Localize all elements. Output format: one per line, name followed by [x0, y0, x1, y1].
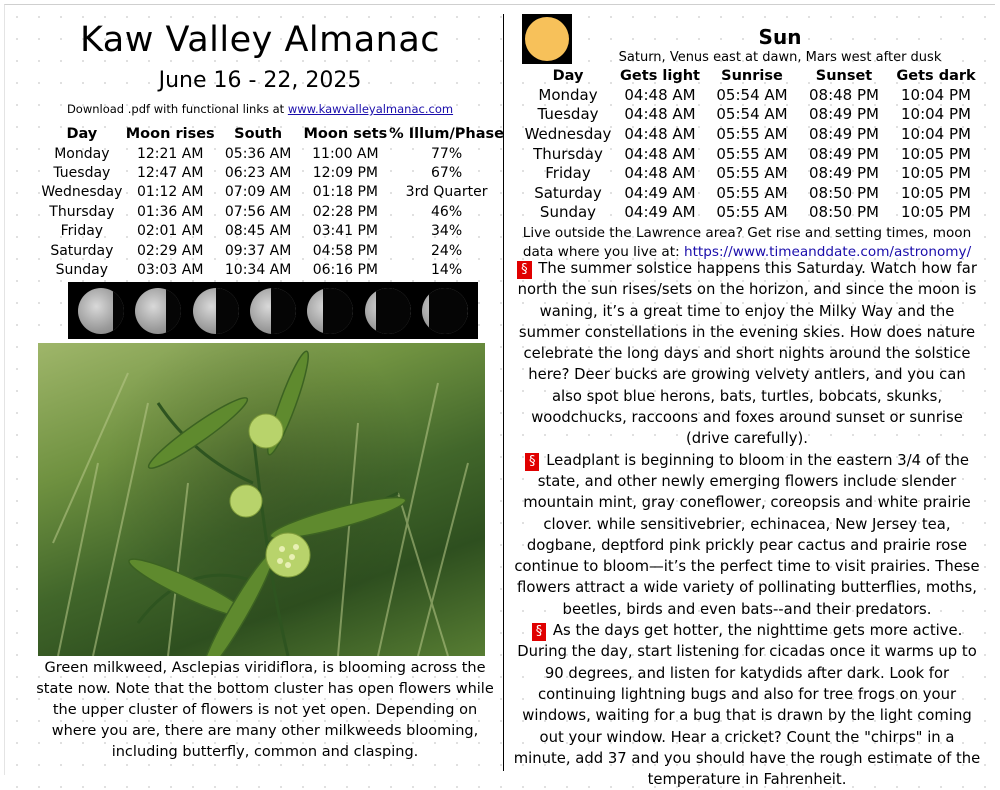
moon-cell: 77%: [431, 145, 463, 162]
sun-cell: 05:55 AM: [716, 144, 788, 163]
moon-header-rises: Moon rises: [125, 126, 215, 142]
moon-cell: Sunday: [55, 262, 109, 279]
sun-table-header: [522, 67, 982, 85]
moon-row: [38, 163, 504, 182]
sun-cell: Saturday: [534, 183, 602, 202]
moon-cell: 02:28 PM: [312, 203, 379, 220]
moon-row: [38, 144, 504, 163]
moon-cell: 3rd Quarter: [405, 184, 488, 201]
moon-cell: Tuesday: [53, 165, 111, 182]
sun-cell: 04:49 AM: [624, 203, 696, 222]
moon-phase-strip: [68, 282, 478, 339]
nature-note-text: Leadplant is beginning to bloom in the eastern 3/4 of the state, and other newly emerging flowers include slender mountain mint, gray coneflower, coreopsis and white prairie clover. while sensitivebrier, echinacea, New Jersey tea, dogbane, deptford pink prickly pear cactus and prairie rose continue to bloom—it’s the perfect time to visit prairies. These flowers attract a wide variety of pollinating butterflies, moths, beetles, birds and even bats--and their predators.: [514, 451, 980, 618]
moon-header-illum: % Illum/Phase: [389, 126, 504, 142]
sun-cell: 05:55 AM: [716, 203, 788, 222]
moon-cell: 67%: [431, 165, 463, 182]
sun-cell: Wednesday: [524, 124, 612, 143]
nature-note-paragraph: [512, 450, 982, 620]
sun-table-body: [522, 85, 982, 222]
moon-header-day: Day: [66, 126, 98, 142]
sun-row: [522, 105, 982, 125]
moon-cell: Saturday: [50, 242, 114, 259]
moon-cell: 07:09 AM: [224, 184, 292, 201]
moon-header-sets: Moon sets: [303, 126, 388, 142]
date-range: June 16 - 22, 2025: [158, 68, 362, 93]
moon-cell: 06:16 PM: [312, 262, 379, 279]
moon-cell: 03:03 AM: [136, 262, 204, 279]
sun-row: [522, 203, 982, 223]
moon-cell: Friday: [60, 223, 104, 240]
page-title: Kaw Valley Almanac: [79, 20, 441, 60]
moon-table-body: [38, 144, 504, 280]
section-mark-icon: §: [517, 261, 532, 279]
moon-cell: 14%: [431, 262, 463, 279]
moon-table: [38, 124, 504, 280]
sun-row: [522, 144, 982, 164]
sun-cell: 04:48 AM: [624, 144, 696, 163]
milkweed-illustration: [38, 343, 485, 656]
sun-cell: 08:50 PM: [809, 203, 879, 222]
moon-row: [38, 202, 504, 221]
sun-cell: 10:05 PM: [901, 164, 971, 183]
nature-note-text: The summer solstice happens this Saturday. Watch how far north the sun rises/sets on the horizon, and since the moon is waning, it’s a great time to enjoy the Milky Way and the summer constellations in the evening skies. How does nature celebrate the long days and short nights around the solstice here? Deer bucks are growing velvety antlers, and you can also spot blue herons, bats, turtles, bobcats, skunks, woodchucks, raccoons and foxes around sunset or sunrise (drive carefully).: [517, 260, 977, 448]
sun-row: [522, 183, 982, 203]
section-mark-icon: §: [532, 623, 547, 641]
download-note: [30, 102, 490, 116]
moon-row: [38, 183, 504, 202]
sun-cell: Friday: [545, 164, 591, 183]
moon-row: [38, 260, 504, 279]
photo-caption: Green milkweed, Asclepias viridiflora, is blooming across the state now. Note that the bottom cluster has open flowers while the upper cluster of flowers is not yet open. Depending on where you are, there are many other milkweeds blooming, including butterfly, common and clasping.: [36, 660, 494, 760]
sun-cell: 08:49 PM: [809, 144, 879, 163]
sun-row: [522, 163, 982, 183]
moon-cell: 12:21 AM: [136, 145, 204, 162]
moon-cell: 12:47 AM: [136, 165, 204, 182]
sun-cell: 05:54 AM: [716, 105, 788, 124]
sun-cell: 10:04 PM: [901, 105, 971, 124]
sun-cell: 10:05 PM: [901, 183, 971, 202]
moon-cell: 02:01 AM: [136, 223, 204, 240]
timeanddate-link[interactable]: https://www.timeanddate.com/astronomy/: [683, 244, 972, 260]
sun-cell: Monday: [538, 85, 598, 104]
planets-note: Saturn, Venus east at dawn, Mars west after dusk: [618, 50, 942, 65]
sun-cell: 05:55 AM: [716, 124, 788, 143]
moon-cell: 07:56 AM: [224, 203, 292, 220]
nature-notes: [512, 258, 982, 790]
moon-phase-icon: [193, 288, 239, 334]
nature-note-paragraph: [512, 620, 982, 790]
sun-cell: 10:04 PM: [901, 85, 971, 104]
moon-cell: 03:41 PM: [312, 223, 379, 240]
moon-cell: 01:18 PM: [312, 184, 379, 201]
sun-header-sunrise: Sunrise: [721, 68, 783, 84]
sun-cell: 08:49 PM: [809, 105, 879, 124]
sun-cell: 08:49 PM: [809, 164, 879, 183]
sun-cell: 10:04 PM: [901, 124, 971, 143]
section-mark-icon: §: [525, 453, 540, 471]
sun-cell: 04:48 AM: [624, 164, 696, 183]
sun-cell: 05:55 AM: [716, 183, 788, 202]
sun-row: [522, 124, 982, 144]
moon-cell: 01:12 AM: [136, 184, 204, 201]
moon-cell: 12:09 PM: [312, 165, 379, 182]
sun-row: [522, 85, 982, 105]
sun-cell: 08:49 PM: [809, 124, 879, 143]
sun-cell: 05:54 AM: [716, 85, 788, 104]
sun-header-gets-light: Gets light: [620, 68, 700, 84]
moon-cell: 34%: [431, 223, 463, 240]
sun-header-sunset: Sunset: [815, 68, 873, 84]
moon-cell: 09:37 AM: [224, 242, 292, 259]
moon-cell: 05:36 AM: [224, 145, 292, 162]
milkweed-photo: [38, 343, 485, 656]
almanac-link[interactable]: www.kawvalleyalmanac.com: [287, 102, 454, 116]
moon-cell: Monday: [54, 145, 110, 162]
sun-cell: 10:05 PM: [901, 144, 971, 163]
moon-cell: 46%: [431, 203, 463, 220]
moon-cell: 02:29 AM: [136, 242, 204, 259]
moon-cell: 11:00 AM: [312, 145, 379, 162]
sun-cell: 08:48 PM: [809, 85, 879, 104]
moon-phase-icon: [250, 288, 296, 334]
moon-cell: 04:58 PM: [312, 242, 379, 259]
sun-cell: 05:55 AM: [716, 164, 788, 183]
sun-cell: Sunday: [539, 203, 597, 222]
moon-phase-icon: [135, 288, 181, 334]
sun-table: [522, 67, 982, 222]
outside-text: Live outside the Lawrence area? Get rise and setting times, moon data where you live at:: [522, 225, 972, 260]
sun-header-gets-dark: Gets dark: [896, 68, 976, 84]
nature-note-text: As the days get hotter, the nighttime gets more active. During the day, start listening for cicadas once it warms up to 90 degrees, and listen for katydids after dark. Look for continuing lightning bugs and also for tree frogs on your windows, waiting for a bug that is drawn by the light coming out your window. Hear a cricket? Count the "chirps" in a minute, add 37 and you should have the rough estimate of the temperature in Fahrenheit.: [513, 622, 981, 789]
moon-phase-icon: [78, 288, 124, 334]
moon-row: [38, 222, 504, 241]
sun-cell: 08:50 PM: [809, 183, 879, 202]
moon-header-south: South: [234, 126, 283, 142]
sun-cell: 04:48 AM: [624, 85, 696, 104]
moon-row: [38, 241, 504, 260]
moon-phase-icon: [307, 288, 353, 334]
sun-cell: Tuesday: [537, 105, 599, 124]
moon-table-header: [38, 124, 504, 144]
sun-cell: Thursday: [533, 144, 603, 163]
moon-cell: 01:36 AM: [136, 203, 204, 220]
moon-cell: 24%: [431, 242, 463, 259]
sun-cell: 04:48 AM: [624, 124, 696, 143]
moon-cell: 06:23 AM: [224, 165, 292, 182]
outside-lawrence-note: [512, 224, 982, 262]
moon-cell: Wednesday: [41, 184, 123, 201]
moon-phase-icon: [365, 288, 411, 334]
download-prefix: Download .pdf with functional links at: [66, 102, 288, 116]
nature-note-paragraph: [512, 258, 982, 450]
sun-header-day: Day: [552, 68, 584, 84]
sun-title: Sun: [758, 25, 802, 49]
sun-icon: [522, 14, 572, 64]
sun-cell: 04:48 AM: [624, 105, 696, 124]
sun-cell: 10:05 PM: [901, 203, 971, 222]
moon-cell: 08:45 AM: [224, 223, 292, 240]
moon-cell: Thursday: [49, 203, 115, 220]
sun-cell: 04:49 AM: [624, 183, 696, 202]
moon-cell: 10:34 AM: [224, 262, 292, 279]
moon-phase-icon: [422, 288, 468, 334]
